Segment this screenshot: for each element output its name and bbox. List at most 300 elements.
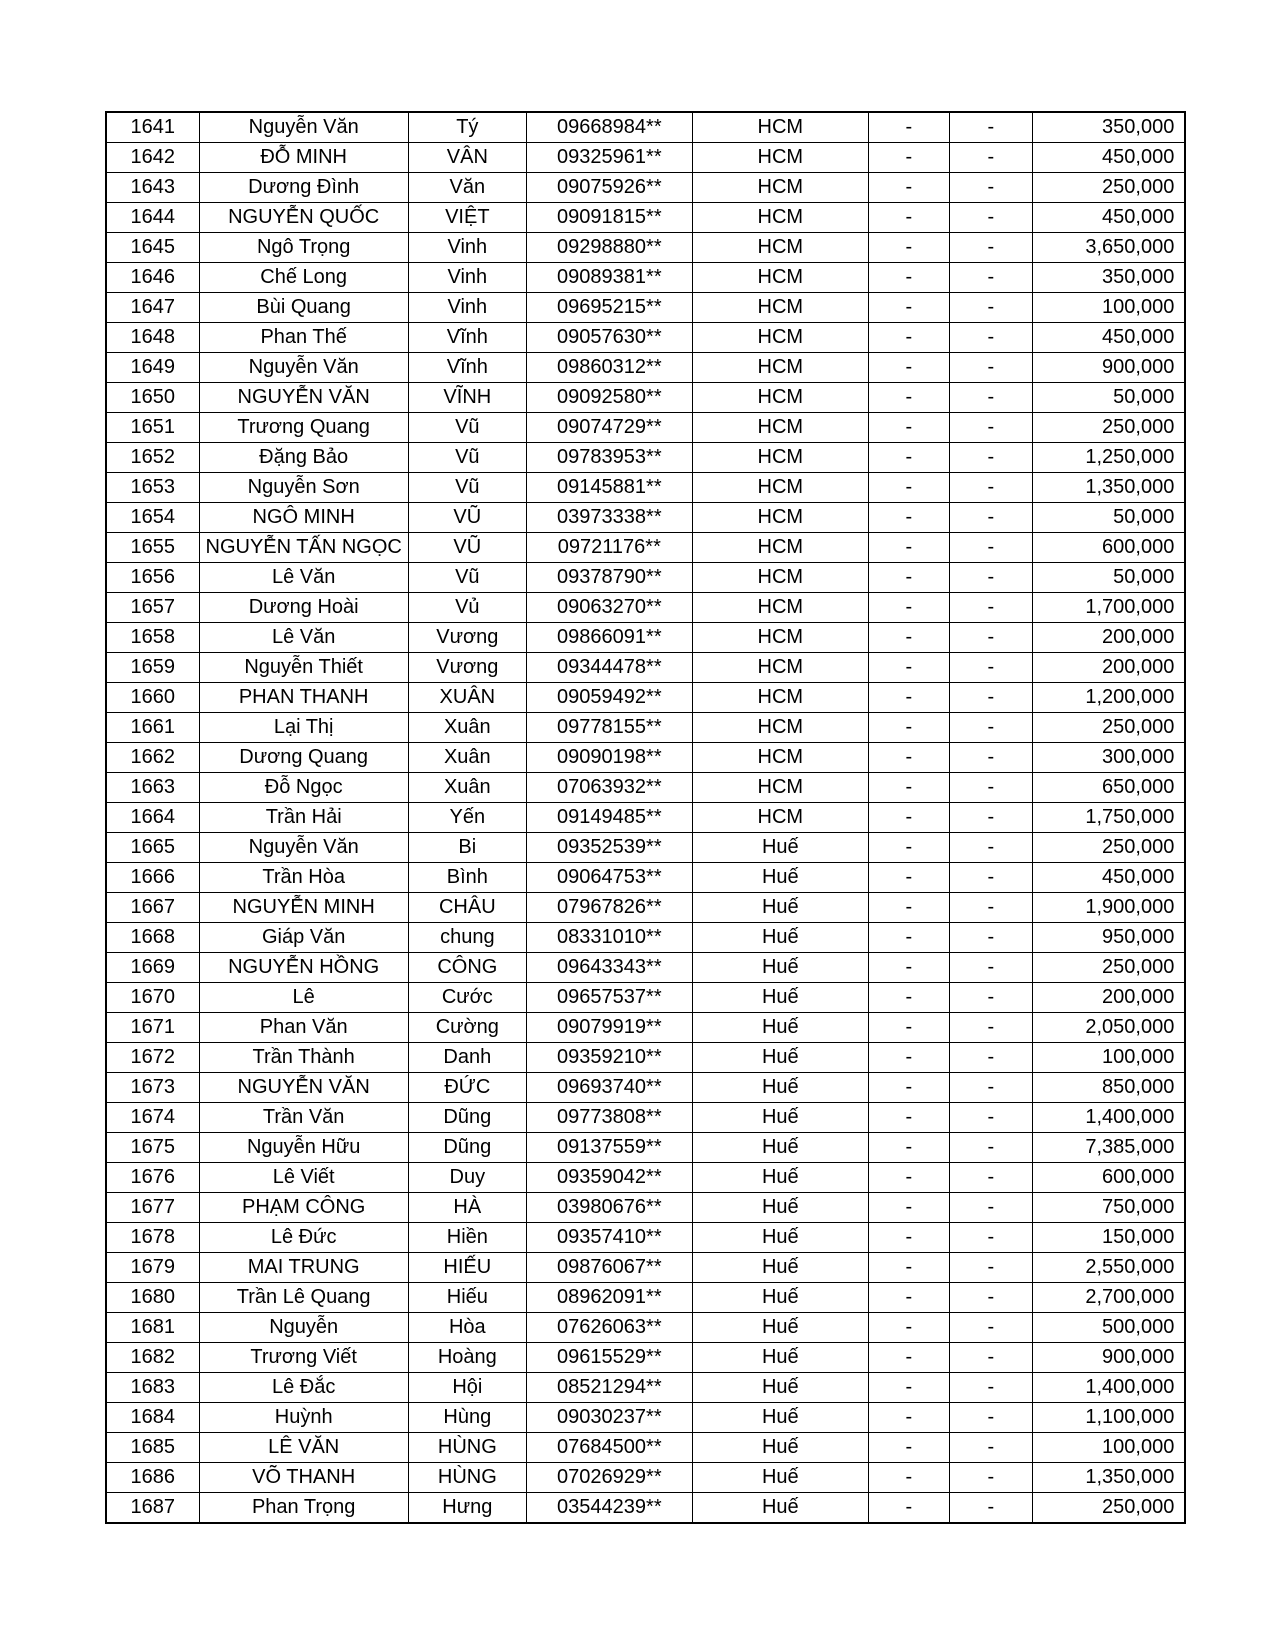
- phone-cell: 09075926**: [526, 173, 692, 203]
- dash-cell-a: -: [868, 713, 949, 743]
- dash-cell-a: -: [868, 1373, 949, 1403]
- row-number: 1652: [106, 443, 199, 473]
- phone-cell: 09359042**: [526, 1163, 692, 1193]
- given-name-cell: Xuân: [408, 743, 526, 773]
- location-cell: Huế: [692, 953, 868, 983]
- given-name-cell: Tý: [408, 112, 526, 143]
- dash-cell-b: -: [949, 1343, 1032, 1373]
- dash-cell-b: -: [949, 563, 1032, 593]
- given-name-cell: CHÂU: [408, 893, 526, 923]
- table-row: [106, 323, 1185, 353]
- table-row: [106, 743, 1185, 773]
- row-number: 1678: [106, 1223, 199, 1253]
- dash-cell-a: -: [868, 1343, 949, 1373]
- location-cell: Huế: [692, 1193, 868, 1223]
- dash-cell-b: -: [949, 533, 1032, 563]
- amount-cell: 2,050,000: [1032, 1013, 1185, 1043]
- dash-cell-a: -: [868, 953, 949, 983]
- surname-cell: NGÔ MINH: [199, 503, 408, 533]
- table-row: [106, 803, 1185, 833]
- surname-cell: Lê Đức: [199, 1223, 408, 1253]
- dash-cell-b: -: [949, 863, 1032, 893]
- dash-cell-a: -: [868, 1163, 949, 1193]
- dash-cell-b: -: [949, 1013, 1032, 1043]
- row-number: 1656: [106, 563, 199, 593]
- surname-cell: Dương Hoài: [199, 593, 408, 623]
- table-row: [106, 383, 1185, 413]
- amount-cell: 900,000: [1032, 353, 1185, 383]
- dash-cell-a: -: [868, 563, 949, 593]
- dash-cell-b: -: [949, 503, 1032, 533]
- dash-cell-a: -: [868, 323, 949, 353]
- location-cell: HCM: [692, 173, 868, 203]
- table-row: [106, 563, 1185, 593]
- given-name-cell: Vinh: [408, 293, 526, 323]
- given-name-cell: Danh: [408, 1043, 526, 1073]
- amount-cell: 1,900,000: [1032, 893, 1185, 923]
- table-row: [106, 233, 1185, 263]
- location-cell: HCM: [692, 233, 868, 263]
- phone-cell: 09344478**: [526, 653, 692, 683]
- surname-cell: Bùi Quang: [199, 293, 408, 323]
- row-number: 1647: [106, 293, 199, 323]
- row-number: 1655: [106, 533, 199, 563]
- surname-cell: NGUYỄN MINH: [199, 893, 408, 923]
- table-row: [106, 1283, 1185, 1313]
- given-name-cell: VÂN: [408, 143, 526, 173]
- dash-cell-b: -: [949, 1283, 1032, 1313]
- dash-cell-b: -: [949, 1433, 1032, 1463]
- table-row: [106, 263, 1185, 293]
- location-cell: HCM: [692, 773, 868, 803]
- surname-cell: NGUYỄN HỒNG: [199, 953, 408, 983]
- phone-cell: 09063270**: [526, 593, 692, 623]
- row-number: 1649: [106, 353, 199, 383]
- dash-cell-b: -: [949, 443, 1032, 473]
- row-number: 1669: [106, 953, 199, 983]
- dash-cell-b: -: [949, 1043, 1032, 1073]
- phone-cell: 09695215**: [526, 293, 692, 323]
- surname-cell: Nguyễn Văn: [199, 833, 408, 863]
- location-cell: Huế: [692, 833, 868, 863]
- phone-cell: 09092580**: [526, 383, 692, 413]
- phone-cell: 09057630**: [526, 323, 692, 353]
- amount-cell: 1,700,000: [1032, 593, 1185, 623]
- phone-cell: 09866091**: [526, 623, 692, 653]
- surname-cell: Huỳnh: [199, 1403, 408, 1433]
- dash-cell-a: -: [868, 653, 949, 683]
- given-name-cell: Vương: [408, 623, 526, 653]
- surname-cell: Đặng Bảo: [199, 443, 408, 473]
- table-row: [106, 623, 1185, 653]
- table-row: [106, 713, 1185, 743]
- dash-cell-a: -: [868, 263, 949, 293]
- row-number: 1653: [106, 473, 199, 503]
- table-row: [106, 1103, 1185, 1133]
- surname-cell: Lại Thị: [199, 713, 408, 743]
- given-name-cell: ĐỨC: [408, 1073, 526, 1103]
- surname-cell: NGUYỄN VĂN: [199, 383, 408, 413]
- table-row: [106, 413, 1185, 443]
- dash-cell-a: -: [868, 353, 949, 383]
- surname-cell: PHẠM CÔNG: [199, 1193, 408, 1223]
- surname-cell: Lê Đắc: [199, 1373, 408, 1403]
- phone-cell: 09074729**: [526, 413, 692, 443]
- dash-cell-b: -: [949, 263, 1032, 293]
- amount-cell: 1,400,000: [1032, 1373, 1185, 1403]
- phone-cell: 09778155**: [526, 713, 692, 743]
- phone-cell: 09378790**: [526, 563, 692, 593]
- amount-cell: 1,200,000: [1032, 683, 1185, 713]
- location-cell: Huế: [692, 1463, 868, 1493]
- phone-cell: 09693740**: [526, 1073, 692, 1103]
- given-name-cell: Bình: [408, 863, 526, 893]
- amount-cell: 500,000: [1032, 1313, 1185, 1343]
- dash-cell-a: -: [868, 1133, 949, 1163]
- given-name-cell: Xuân: [408, 713, 526, 743]
- given-name-cell: Cước: [408, 983, 526, 1013]
- surname-cell: Nguyễn: [199, 1313, 408, 1343]
- amount-cell: 250,000: [1032, 413, 1185, 443]
- phone-cell: 07063932**: [526, 773, 692, 803]
- dash-cell-b: -: [949, 773, 1032, 803]
- dash-cell-a: -: [868, 1043, 949, 1073]
- dash-cell-a: -: [868, 383, 949, 413]
- surname-cell: Dương Đình: [199, 173, 408, 203]
- dash-cell-b: -: [949, 383, 1032, 413]
- dash-cell-b: -: [949, 1223, 1032, 1253]
- row-number: 1643: [106, 173, 199, 203]
- dash-cell-a: -: [868, 773, 949, 803]
- given-name-cell: VŨ: [408, 533, 526, 563]
- row-number: 1667: [106, 893, 199, 923]
- row-number: 1641: [106, 112, 199, 143]
- location-cell: HCM: [692, 743, 868, 773]
- given-name-cell: VIỆT: [408, 203, 526, 233]
- amount-cell: 1,100,000: [1032, 1403, 1185, 1433]
- phone-cell: 07967826**: [526, 893, 692, 923]
- location-cell: HCM: [692, 293, 868, 323]
- dash-cell-a: -: [868, 1283, 949, 1313]
- surname-cell: Trần Thành: [199, 1043, 408, 1073]
- surname-cell: ĐỖ MINH: [199, 143, 408, 173]
- dash-cell-b: -: [949, 413, 1032, 443]
- phone-cell: 08962091**: [526, 1283, 692, 1313]
- phone-cell: 08331010**: [526, 923, 692, 953]
- dash-cell-a: -: [868, 1193, 949, 1223]
- phone-cell: 07626063**: [526, 1313, 692, 1343]
- given-name-cell: Dũng: [408, 1103, 526, 1133]
- row-number: 1665: [106, 833, 199, 863]
- dash-cell-a: -: [868, 623, 949, 653]
- amount-cell: 250,000: [1032, 173, 1185, 203]
- surname-cell: Nguyễn Sơn: [199, 473, 408, 503]
- dash-cell-a: -: [868, 413, 949, 443]
- given-name-cell: Dũng: [408, 1133, 526, 1163]
- surname-cell: VÕ THANH: [199, 1463, 408, 1493]
- table-row: [106, 1163, 1185, 1193]
- table-row: [106, 1433, 1185, 1463]
- given-name-cell: XUÂN: [408, 683, 526, 713]
- dash-cell-b: -: [949, 1493, 1032, 1524]
- table-row: [106, 1193, 1185, 1223]
- amount-cell: 1,750,000: [1032, 803, 1185, 833]
- table-row: [106, 983, 1185, 1013]
- table-row: [106, 1463, 1185, 1493]
- dash-cell-a: -: [868, 1493, 949, 1524]
- surname-cell: Ngô Trọng: [199, 233, 408, 263]
- row-number: 1675: [106, 1133, 199, 1163]
- given-name-cell: Hội: [408, 1373, 526, 1403]
- dash-cell-b: -: [949, 173, 1032, 203]
- dash-cell-a: -: [868, 1223, 949, 1253]
- given-name-cell: Vũ: [408, 473, 526, 503]
- table-row: [106, 293, 1185, 323]
- dash-cell-b: -: [949, 1073, 1032, 1103]
- table-row: [106, 683, 1185, 713]
- given-name-cell: Vĩnh: [408, 323, 526, 353]
- dash-cell-b: -: [949, 233, 1032, 263]
- amount-cell: 3,650,000: [1032, 233, 1185, 263]
- table-row: [106, 653, 1185, 683]
- dash-cell-a: -: [868, 593, 949, 623]
- surname-cell: Nguyễn Văn: [199, 112, 408, 143]
- row-number: 1662: [106, 743, 199, 773]
- amount-cell: 750,000: [1032, 1193, 1185, 1223]
- dash-cell-b: -: [949, 1103, 1032, 1133]
- surname-cell: Phan Thế: [199, 323, 408, 353]
- dash-cell-b: -: [949, 293, 1032, 323]
- given-name-cell: Vũ: [408, 563, 526, 593]
- dash-cell-a: -: [868, 863, 949, 893]
- amount-cell: 50,000: [1032, 383, 1185, 413]
- phone-cell: 09090198**: [526, 743, 692, 773]
- dash-cell-a: -: [868, 893, 949, 923]
- row-number: 1648: [106, 323, 199, 353]
- location-cell: Huế: [692, 1283, 868, 1313]
- table-row: [106, 533, 1185, 563]
- dash-cell-a: -: [868, 203, 949, 233]
- table-row: [106, 1223, 1185, 1253]
- row-number: 1642: [106, 143, 199, 173]
- row-number: 1687: [106, 1493, 199, 1524]
- surname-cell: NGUYỄN TẤN NGỌC: [199, 533, 408, 563]
- amount-cell: 900,000: [1032, 1343, 1185, 1373]
- dash-cell-a: -: [868, 1463, 949, 1493]
- given-name-cell: Văn: [408, 173, 526, 203]
- dash-cell-a: -: [868, 1403, 949, 1433]
- phone-cell: 09137559**: [526, 1133, 692, 1163]
- amount-cell: 950,000: [1032, 923, 1185, 953]
- given-name-cell: HÙNG: [408, 1433, 526, 1463]
- phone-cell: 09615529**: [526, 1343, 692, 1373]
- dash-cell-a: -: [868, 293, 949, 323]
- dash-cell-b: -: [949, 833, 1032, 863]
- row-number: 1658: [106, 623, 199, 653]
- phone-cell: 09064753**: [526, 863, 692, 893]
- data-table: [105, 111, 1186, 1524]
- dash-cell-a: -: [868, 443, 949, 473]
- surname-cell: Phan Trọng: [199, 1493, 408, 1524]
- location-cell: Huế: [692, 1373, 868, 1403]
- dash-cell-a: -: [868, 473, 949, 503]
- location-cell: Huế: [692, 1493, 868, 1524]
- amount-cell: 450,000: [1032, 863, 1185, 893]
- given-name-cell: Hòa: [408, 1313, 526, 1343]
- dash-cell-b: -: [949, 1373, 1032, 1403]
- phone-cell: 03973338**: [526, 503, 692, 533]
- table-row: [106, 112, 1185, 143]
- dash-cell-b: -: [949, 143, 1032, 173]
- amount-cell: 7,385,000: [1032, 1133, 1185, 1163]
- phone-cell: 09030237**: [526, 1403, 692, 1433]
- amount-cell: 450,000: [1032, 323, 1185, 353]
- row-number: 1659: [106, 653, 199, 683]
- location-cell: HCM: [692, 323, 868, 353]
- surname-cell: NGUYỄN VĂN: [199, 1073, 408, 1103]
- dash-cell-b: -: [949, 713, 1032, 743]
- amount-cell: 250,000: [1032, 833, 1185, 863]
- surname-cell: Giáp Văn: [199, 923, 408, 953]
- surname-cell: Nguyễn Văn: [199, 353, 408, 383]
- table-row: [106, 1403, 1185, 1433]
- dash-cell-b: -: [949, 923, 1032, 953]
- row-number: 1679: [106, 1253, 199, 1283]
- dash-cell-b: -: [949, 203, 1032, 233]
- location-cell: HCM: [692, 413, 868, 443]
- location-cell: Huế: [692, 1433, 868, 1463]
- amount-cell: 1,250,000: [1032, 443, 1185, 473]
- amount-cell: 100,000: [1032, 1433, 1185, 1463]
- row-number: 1684: [106, 1403, 199, 1433]
- table-row: [106, 863, 1185, 893]
- surname-cell: Đỗ Ngọc: [199, 773, 408, 803]
- phone-cell: 09357410**: [526, 1223, 692, 1253]
- row-number: 1686: [106, 1463, 199, 1493]
- surname-cell: Dương Quang: [199, 743, 408, 773]
- given-name-cell: Vinh: [408, 263, 526, 293]
- amount-cell: 600,000: [1032, 1163, 1185, 1193]
- surname-cell: NGUYỄN QUỐC: [199, 203, 408, 233]
- row-number: 1672: [106, 1043, 199, 1073]
- row-number: 1670: [106, 983, 199, 1013]
- table-row: [106, 1013, 1185, 1043]
- phone-cell: 09783953**: [526, 443, 692, 473]
- row-number: 1673: [106, 1073, 199, 1103]
- given-name-cell: Vũ: [408, 413, 526, 443]
- given-name-cell: Xuân: [408, 773, 526, 803]
- row-number: 1646: [106, 263, 199, 293]
- surname-cell: Phan Văn: [199, 1013, 408, 1043]
- dash-cell-a: -: [868, 1433, 949, 1463]
- row-number: 1680: [106, 1283, 199, 1313]
- dash-cell-b: -: [949, 1403, 1032, 1433]
- amount-cell: 200,000: [1032, 653, 1185, 683]
- surname-cell: Lê: [199, 983, 408, 1013]
- phone-cell: 09359210**: [526, 1043, 692, 1073]
- dash-cell-a: -: [868, 1253, 949, 1283]
- dash-cell-b: -: [949, 653, 1032, 683]
- given-name-cell: Hiếu: [408, 1283, 526, 1313]
- amount-cell: 850,000: [1032, 1073, 1185, 1103]
- location-cell: HCM: [692, 473, 868, 503]
- dash-cell-b: -: [949, 1313, 1032, 1343]
- location-cell: HCM: [692, 713, 868, 743]
- table-row: [106, 1133, 1185, 1163]
- row-number: 1668: [106, 923, 199, 953]
- phone-cell: 09145881**: [526, 473, 692, 503]
- dash-cell-b: -: [949, 1163, 1032, 1193]
- row-number: 1645: [106, 233, 199, 263]
- given-name-cell: Hoàng: [408, 1343, 526, 1373]
- location-cell: Huế: [692, 1133, 868, 1163]
- table-row: [106, 1073, 1185, 1103]
- dash-cell-b: -: [949, 1193, 1032, 1223]
- dash-cell-b: -: [949, 1253, 1032, 1283]
- dash-cell-b: -: [949, 983, 1032, 1013]
- dash-cell-b: -: [949, 683, 1032, 713]
- location-cell: Huế: [692, 1013, 868, 1043]
- table-row: [106, 1043, 1185, 1073]
- row-number: 1661: [106, 713, 199, 743]
- phone-cell: 09773808**: [526, 1103, 692, 1133]
- amount-cell: 2,550,000: [1032, 1253, 1185, 1283]
- given-name-cell: Hưng: [408, 1493, 526, 1524]
- location-cell: HCM: [692, 353, 868, 383]
- dash-cell-a: -: [868, 1103, 949, 1133]
- location-cell: HCM: [692, 533, 868, 563]
- given-name-cell: chung: [408, 923, 526, 953]
- amount-cell: 100,000: [1032, 1043, 1185, 1073]
- phone-cell: 09089381**: [526, 263, 692, 293]
- table-row: [106, 833, 1185, 863]
- table-row: [106, 353, 1185, 383]
- amount-cell: 1,400,000: [1032, 1103, 1185, 1133]
- given-name-cell: Hùng: [408, 1403, 526, 1433]
- location-cell: Huế: [692, 1043, 868, 1073]
- surname-cell: MAI TRUNG: [199, 1253, 408, 1283]
- location-cell: Huế: [692, 863, 868, 893]
- phone-cell: 07026929**: [526, 1463, 692, 1493]
- dash-cell-b: -: [949, 743, 1032, 773]
- phone-cell: 09721176**: [526, 533, 692, 563]
- dash-cell-b: -: [949, 473, 1032, 503]
- surname-cell: Nguyễn Hữu: [199, 1133, 408, 1163]
- phone-cell: 03980676**: [526, 1193, 692, 1223]
- dash-cell-a: -: [868, 683, 949, 713]
- amount-cell: 250,000: [1032, 713, 1185, 743]
- location-cell: HCM: [692, 112, 868, 143]
- phone-cell: 08521294**: [526, 1373, 692, 1403]
- dash-cell-a: -: [868, 1313, 949, 1343]
- location-cell: HCM: [692, 653, 868, 683]
- given-name-cell: Duy: [408, 1163, 526, 1193]
- given-name-cell: HIẾU: [408, 1253, 526, 1283]
- phone-cell: 09352539**: [526, 833, 692, 863]
- given-name-cell: Vương: [408, 653, 526, 683]
- dash-cell-b: -: [949, 953, 1032, 983]
- row-number: 1650: [106, 383, 199, 413]
- row-number: 1683: [106, 1373, 199, 1403]
- location-cell: Huế: [692, 1403, 868, 1433]
- location-cell: HCM: [692, 143, 868, 173]
- dash-cell-a: -: [868, 803, 949, 833]
- row-number: 1681: [106, 1313, 199, 1343]
- dash-cell-b: -: [949, 353, 1032, 383]
- surname-cell: Lê Văn: [199, 563, 408, 593]
- phone-cell: 09876067**: [526, 1253, 692, 1283]
- amount-cell: 250,000: [1032, 953, 1185, 983]
